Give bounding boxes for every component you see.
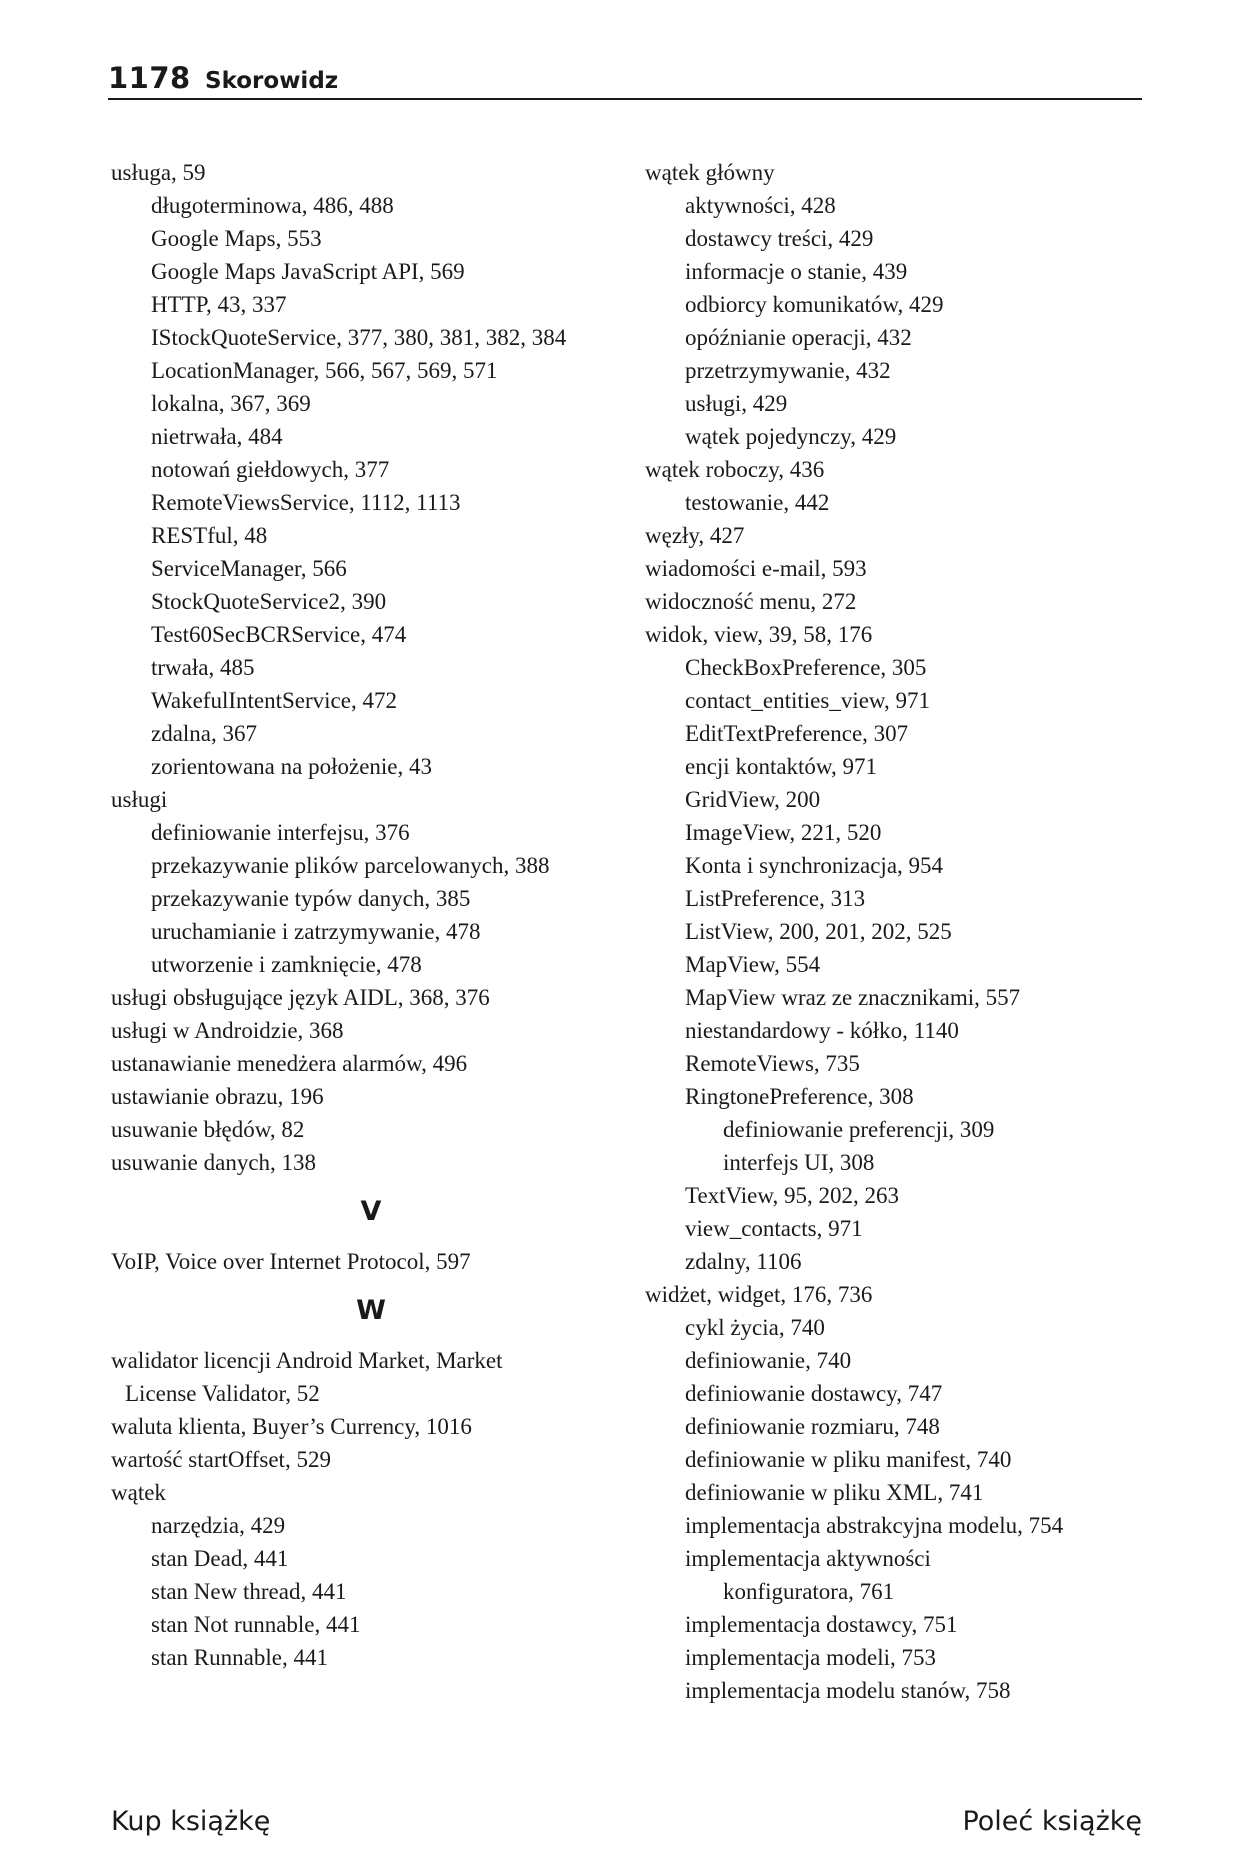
section-title: Skorowidz [205, 68, 339, 94]
index-entry: usuwanie danych, 138 [111, 1150, 317, 1175]
index-entry: usuwanie błędów, 82 [111, 1117, 305, 1142]
index-entry: waluta klienta, Buyer’s Currency, 1016 [111, 1414, 472, 1439]
index-entry: VoIP, Voice over Internet Protocol, 597 [111, 1249, 471, 1274]
index-subentry: CheckBoxPreference, 305 [685, 655, 927, 680]
index-entry: widoczność menu, 272 [645, 589, 857, 614]
index-entry: wątek [111, 1480, 166, 1505]
index-subentry: długoterminowa, 486, 488 [151, 193, 394, 218]
index-entry: wątek główny [645, 160, 775, 185]
index-entry: ustanawianie menedżera alarmów, 496 [111, 1051, 468, 1076]
index-subentry: aktywności, 428 [685, 193, 836, 218]
index-subentry: konfiguratora, 761 [723, 1579, 895, 1604]
index-subentry: opóźnianie operacji, 432 [685, 325, 912, 350]
index-subentry: RESTful, 48 [151, 523, 268, 548]
index-subentry: definiowanie rozmiaru, 748 [685, 1414, 940, 1439]
index-subentry: trwała, 485 [151, 655, 255, 680]
index-entry: węzły, 427 [645, 523, 745, 548]
index-entry: wartość startOffset, 529 [111, 1447, 331, 1472]
index-subentry: przekazywanie typów danych, 385 [151, 886, 471, 911]
index-subentry: LocationManager, 566, 567, 569, 571 [151, 358, 498, 383]
index-subentry: definiowanie w pliku manifest, 740 [685, 1447, 1012, 1472]
index-subentry: ListPreference, 313 [685, 886, 866, 911]
index-subentry: zdalna, 367 [151, 721, 258, 746]
index-subentry: usługi, 429 [685, 391, 788, 416]
index-subentry: implementacja dostawcy, 751 [685, 1612, 958, 1637]
index-subentry: GridView, 200 [685, 787, 821, 812]
index-entry: usługa, 59 [111, 160, 206, 185]
index-subentry: stan Dead, 441 [151, 1546, 289, 1571]
index-subentry: dostawcy treści, 429 [685, 226, 874, 251]
index-subentry: definiowanie interfejsu, 376 [151, 820, 410, 845]
index-subentry: implementacja aktywności [685, 1546, 931, 1571]
letter-heading: V [360, 1196, 382, 1227]
index-subentry: RemoteViewsService, 1112, 1113 [151, 490, 461, 515]
index-subentry: definiowanie dostawcy, 747 [685, 1381, 943, 1406]
index-entry: usługi w Androidzie, 368 [111, 1018, 344, 1043]
index-subentry: utworzenie i zamknięcie, 478 [151, 952, 422, 977]
index-entry: walidator licencji Android Market, Market [111, 1348, 503, 1373]
index-subentry: Test60SecBCRService, 474 [151, 622, 407, 647]
index-subentry: odbiorcy komunikatów, 429 [685, 292, 944, 317]
index-subentry: RemoteViews, 735 [685, 1051, 860, 1076]
index-subentry: ServiceManager, 566 [151, 556, 347, 581]
index-subentry: definiowanie w pliku XML, 741 [685, 1480, 984, 1505]
index-subentry: contact_entities_view, 971 [685, 688, 931, 713]
index-subentry: zorientowana na położenie, 43 [151, 754, 432, 779]
index-subentry: definiowanie preferencji, 309 [723, 1117, 995, 1142]
index-subentry: implementacja abstrakcyjna modelu, 754 [685, 1513, 1064, 1538]
letter-heading: W [356, 1295, 386, 1326]
index-entry: ustawianie obrazu, 196 [111, 1084, 324, 1109]
index-subentry: cykl życia, 740 [685, 1315, 825, 1340]
index-subentry: MapView, 554 [685, 952, 821, 977]
index-subentry: implementacja modelu stanów, 758 [685, 1678, 1011, 1703]
index-subentry: ListView, 200, 201, 202, 525 [685, 919, 952, 944]
running-head [108, 58, 1142, 100]
index-subentry: niestandardowy - kółko, 1140 [685, 1018, 959, 1043]
index-subentry: RingtonePreference, 308 [685, 1084, 914, 1109]
buy-book-link[interactable]: Kup książkę [111, 1806, 271, 1837]
index-subentry: implementacja modeli, 753 [685, 1645, 937, 1670]
index-entry: wiadomości e-mail, 593 [645, 556, 867, 581]
index-entry: wątek roboczy, 436 [645, 457, 825, 482]
index-subentry: IStockQuoteService, 377, 380, 381, 382, 384 [151, 325, 567, 350]
index-subentry: view_contacts, 971 [685, 1216, 863, 1241]
index-subentry: ImageView, 221, 520 [685, 820, 882, 845]
index-subentry: uruchamianie i zatrzymywanie, 478 [151, 919, 481, 944]
index-subentry: Google Maps, 553 [151, 226, 322, 251]
index-subentry: WakefulIntentService, 472 [151, 688, 397, 713]
index-subentry: notowań giełdowych, 377 [151, 457, 390, 482]
index-subentry: stan New thread, 441 [151, 1579, 347, 1604]
index-subentry: EditTextPreference, 307 [685, 721, 909, 746]
index-subentry: MapView wraz ze znacznikami, 557 [685, 985, 1021, 1010]
index-subentry: definiowanie, 740 [685, 1348, 852, 1373]
index-subentry: stan Not runnable, 441 [151, 1612, 361, 1637]
index-subentry: TextView, 95, 202, 263 [685, 1183, 899, 1208]
index-entry: usługi obsługujące język AIDL, 368, 376 [111, 985, 490, 1010]
index-subentry: StockQuoteService2, 390 [151, 589, 387, 614]
index-subentry: HTTP, 43, 337 [151, 292, 287, 317]
index-subentry: Google Maps JavaScript API, 569 [151, 259, 465, 284]
index-subentry: stan Runnable, 441 [151, 1645, 328, 1670]
index-entry: widżet, widget, 176, 736 [645, 1282, 873, 1307]
index-subentry: nietrwała, 484 [151, 424, 283, 449]
index-subentry: zdalny, 1106 [685, 1249, 802, 1274]
index-entry: usługi [111, 787, 168, 812]
index-subentry: przetrzymywanie, 432 [685, 358, 891, 383]
index-subentry: License Validator, 52 [125, 1381, 320, 1406]
index-subentry: encji kontaktów, 971 [685, 754, 878, 779]
index-subentry: lokalna, 367, 369 [151, 391, 311, 416]
index-subentry: informacje o stanie, 439 [685, 259, 908, 284]
page-number: 1178 [108, 61, 191, 95]
index-subentry: testowanie, 442 [685, 490, 830, 515]
index-subentry: wątek pojedynczy, 429 [685, 424, 897, 449]
index-entry: widok, view, 39, 58, 176 [645, 622, 873, 647]
index-subentry: interfejs UI, 308 [723, 1150, 875, 1175]
recommend-book-link[interactable]: Poleć książkę [962, 1806, 1142, 1837]
index-subentry: Konta i synchronizacja, 954 [685, 853, 944, 878]
index-column-right [645, 156, 1165, 1707]
index-subentry: przekazywanie plików parcelowanych, 388 [151, 853, 550, 878]
index-column-left [111, 156, 631, 1674]
index-subentry: narzędzia, 429 [151, 1513, 286, 1538]
